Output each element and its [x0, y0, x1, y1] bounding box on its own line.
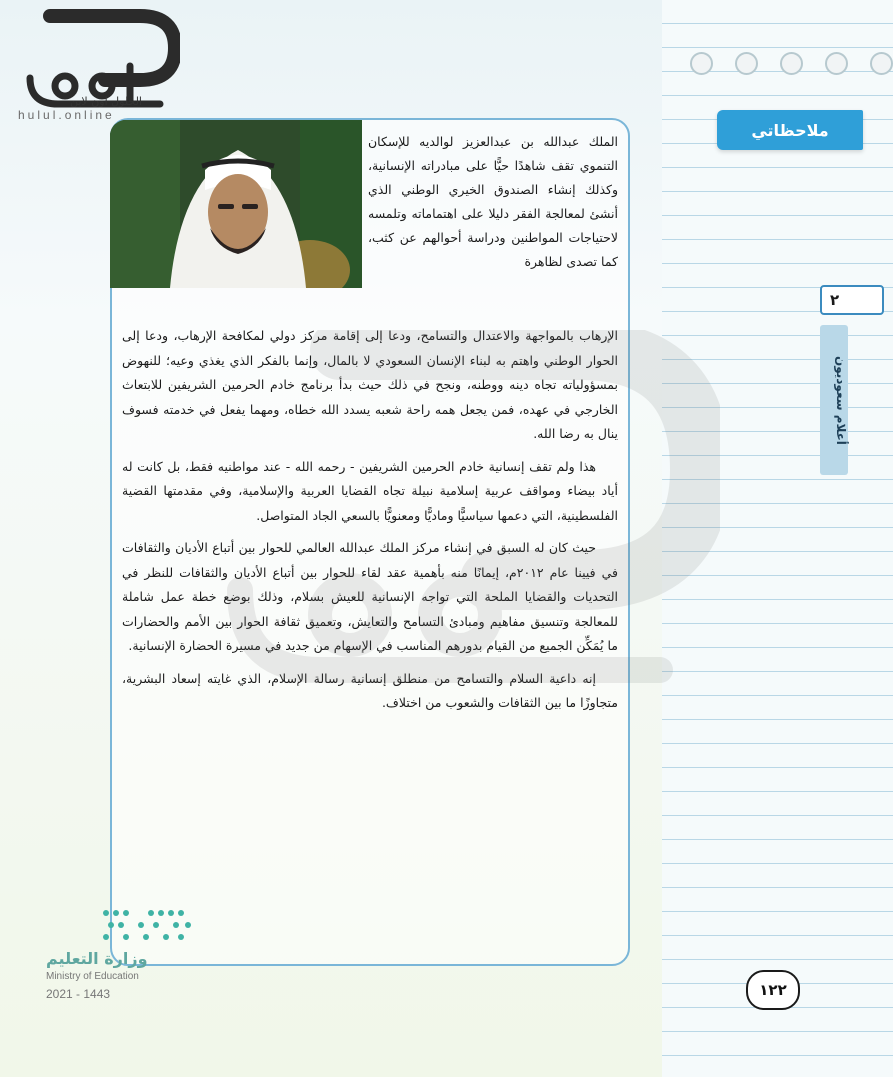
- paragraph-2: هذا ولم تقف إنسانية خادم الحرمين الشريفين - رحمه الله - عند مواطنيه فقط، بل كانت له أياد بيضاء ومواقف عربية إسلامية نبيلة تجاه القضايا العربية والإسلامية، وفي مقدمتها القضية الفلسطينية، التي دعمها سياسيًّا وماديًّا ومعنويًّا بالسعي الجاد المتواصل.: [122, 458, 618, 523]
- logo-url: hulul.online: [18, 108, 115, 122]
- portrait-illustration-icon: [110, 120, 362, 288]
- ministry-year: 2021 - 1443: [46, 987, 111, 1001]
- paragraph-4: إنه داعية السلام والتسامح من منطلق إنسانية رسالة الإسلام، الذي غايته إسعاد البشرية، متجاوزًا ما بين الثقافات والشعوب من اختلاف.: [122, 670, 618, 710]
- unit-title: أعلام سعوديون: [834, 355, 848, 445]
- ministry-name-ar: وزارة التعليم: [46, 949, 148, 968]
- binder-hole-icon: [690, 52, 713, 75]
- unit-number: ٢: [820, 285, 884, 315]
- notes-panel: [662, 0, 893, 1077]
- king-portrait-image: [110, 120, 362, 288]
- notes-tab-label: ملاحظاتي: [717, 110, 863, 150]
- body-paragraphs: [122, 324, 618, 724]
- logo-tagline: الحلول اون لاين: [70, 95, 142, 108]
- binder-hole-icon: [825, 52, 848, 75]
- page-number: ١٢٢: [746, 970, 800, 1010]
- paragraph-1: الإرهاب بالمواجهة والاعتدال والتسامح، ودعا إلى إقامة مركز دولي لمكافحة الإرهاب، ودعا إلى الحوار الوطني واهتم به لبناء الإنسان السعودي لا بالمال، وإنما بالفكر الذي يغذي وعيه؛ للنهوض بمسؤولياته تجاه دينه ووطنه، ونجح في ذلك حيث بدأ برنامج خادم الحرمين الشريفين للابتعاث الخارجي في عهده، فمن يجعل همه راحة شعبه يسدد الله خطاه، ومهما يفعل في خدمته فسوف ينال به رضا الله.: [122, 328, 618, 441]
- ministry-name-en: Ministry of Education: [46, 971, 139, 982]
- binder-hole-icon: [870, 52, 893, 75]
- ministry-dots-icon: [96, 905, 196, 947]
- binder-hole-icon: [735, 52, 758, 75]
- intro-paragraph: الملك عبدالله بن عبدالعزيز لوالديه للإسكان التنموي تقف شاهدًا حيًّا على مبادراته الإنسانية، وكذلك إنشاء الصندوق الخيري الوطني الذي أنشئ لمعالجة الفقر دليلا على اهتماماته وتلمسه لاحتياجات المواطنين ودراسة أحوالهم عن كثب، كما تصدى لظاهرة: [368, 134, 618, 269]
- binder-holes: [690, 52, 893, 75]
- binder-hole-icon: [780, 52, 803, 75]
- paragraph-3: حيث كان له السبق في إنشاء مركز الملك عبدالله العالمي للحوار بين أتباع الأديان والثقافات في فيينا عام ٢٠١٢م، إيمانًا منه بأهمية عقد لقاء للحوار بين أتباع الأديان والثقافات للنظر في التحديات والقضايا الملحة التي تواجه الإنسانية للعيش بسلام، وذلك بوضع خطة عمل شاملة للمعالجة وتنسيق مفاهيم ومبادئ التسامح والتعايش، وتعميق ثقافة الحوار بين الأمم والحضارات ما يُمَكِّن الجميع من القيام بدورهم المناسب في الإسهام من جديد في مسيرة الحضارة الإنسانية.: [122, 540, 618, 653]
